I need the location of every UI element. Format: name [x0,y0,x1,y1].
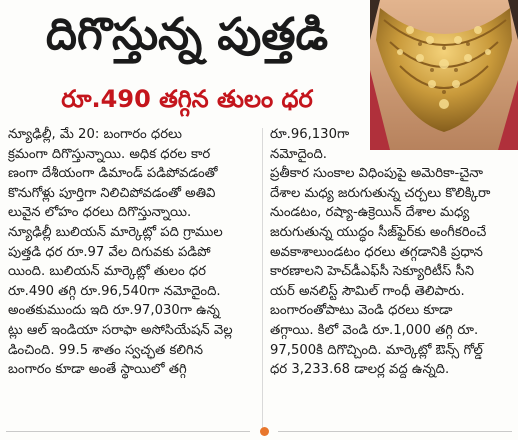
footer-dot-ornament [260,427,269,436]
article-left-column [8,125,258,380]
article-line: న్యూఢిల్లీ బులియన్ మార్కెట్లో పది గ్రాముల [8,224,223,240]
article-line: నమోదైంది. [270,146,327,162]
column-divider [262,128,263,428]
article-line: రూ.96,130గా [270,127,350,142]
subheadline: రూ.490 తగ్గిన తులం ధర [61,85,313,113]
article-line: తగ్గాయి. కిలో వెండి రూ.1,000 తగ్గి రూ. [270,322,479,338]
footer-rule-left [6,431,250,432]
article-line: నుండటం, రష్యా-ఉక్రెయిన్ దేశాల మధ్య [270,205,470,221]
article-line: కారణాలని హెచ్‌డీఎఫ్‌సీ సెక్యూరిటీస్ సీని [270,264,474,280]
article-line: న్యూఢిల్లీ, మే 20: బంగారం ధరలు [8,127,182,142]
article-line: అంతకుముందు ఇది రూ.97,030గా ఉన్న [8,303,220,319]
article-line: యర్ అనలిస్ట్ సౌమిల్ గాంధీ తెలిపారు. [270,283,465,299]
article-line: ప్రతీకార సుంకాల విధింపుపై అమెరికా-చైనా [270,166,483,182]
article-line: 97,500కి దిగొచ్చింది. మార్కెట్లో ఔన్స్ గోల్డ్ [270,342,483,358]
article-right-column [270,125,512,380]
footer-rule-right [278,431,512,432]
article-line: లువైన లోహం ధరలు దిగొస్తున్నాయి. [8,205,192,221]
article-line: కొనుగోళ్లు పూర్తిగా నిలిచిపోవడంతో అతివి [8,185,216,201]
article-line: బంగారంతోపాటు వెండి ధరలు కూడా [270,303,453,319]
article-line: క్రమంగా దిగొస్తున్నాయి. అధిక ధరల కార [8,146,211,162]
article-line: ధర 3,233.68 డాలర్ల వద్ద ఉన్నది. [270,362,450,378]
article-line: బంగారం కూడా అంతే స్థాయిలో తగ్గి [8,362,187,378]
article-line: ట్లు ఆల్ ఇండియా సరాఫా అసోసియేషన్ వెల్ల [8,322,233,338]
article-line: జరుగుతున్న యుద్ధం సీజ్‌ఫైర్‌కు అంగీకరించే [270,224,487,240]
article-line: రూ.490 తగ్గి రూ.96,540గా నమోదైంది. [8,283,221,299]
article-line: యింది. బులియన్ మార్కెట్లో తులం ధర [8,264,207,280]
headline: దిగొస్తున్న పుత్తడి [45,9,329,60]
article-line: ణంగా దేశీయంగా డిమాండ్ పడిపోవడంతో [8,166,218,182]
article-line: దేశాల మధ్య జరుగుతున్న చర్చలు కొలిక్కిరా [270,185,491,201]
article-line: అవకాశాలుండటం ధరలు తగ్గడానికి ప్రధాన [270,244,483,260]
article-line: డించింది. 99.5 శాతం స్వచ్ఛత కలిగిన [8,342,203,358]
article-line: పుత్తడి ధర రూ.97 వేల దిగువకు పడిపో [8,244,211,260]
